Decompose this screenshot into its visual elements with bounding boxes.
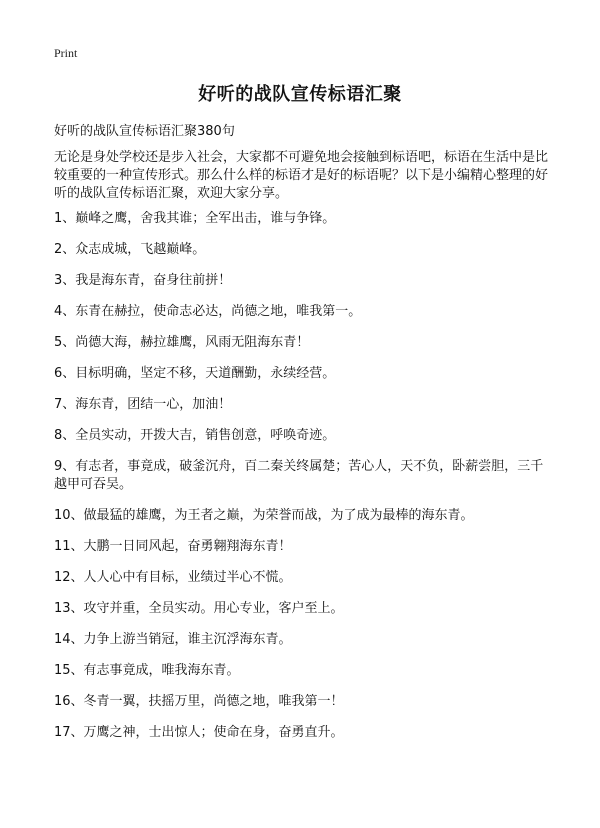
slogan-item: 12、人人心中有目标，业绩过半心不慌。 xyxy=(54,570,292,585)
intro-paragraph: 无论是身处学校还是步入社会，大家都不可避免地会接触到标语吧，标语在生活中是比较重要的一种宣传形式。那么什么样的标语才是好的标语呢？以下是小编精心整理的好听的战队宣传标语汇聚，欢迎大家分享。 xyxy=(54,150,549,201)
slogan-list xyxy=(54,210,554,755)
slogan-item: 3、我是海东青，奋身往前拼！ xyxy=(54,273,232,288)
slogan-item: 2、众志成城，飞越巅峰。 xyxy=(54,242,206,257)
slogan-item: 16、冬青一翼，扶摇万里，尚德之地，唯我第一！ xyxy=(54,694,344,709)
slogan-item: 4、东青在赫拉，使命志必达，尚德之地，唯我第一。 xyxy=(54,304,362,319)
slogan-item: 1、巅峰之鹰，舍我其谁；全军出击，谁与争锋。 xyxy=(54,211,336,226)
slogan-item: 14、力争上游当销冠，谁主沉浮海东青。 xyxy=(54,632,292,647)
slogan-item: 15、有志事竟成，唯我海东青。 xyxy=(54,663,240,678)
page-title: 好听的战队宣传标语汇聚 xyxy=(198,84,402,105)
slogan-item: 6、目标明确，坚定不移，天道酬勤，永续经营。 xyxy=(54,366,336,381)
slogan-item: 17、万鹰之神，士出惊人；使命在身，奋勇直升。 xyxy=(54,725,344,740)
slogan-item: 5、尚德大海，赫拉雄鹰，风雨无阻海东青！ xyxy=(54,335,310,350)
slogan-item: 8、全员实动，开拨大吉，销售创意，呼唤奇迹。 xyxy=(54,428,336,443)
slogan-item: 11、大鹏一日同风起，奋勇翱翔海东青！ xyxy=(54,539,292,554)
slogan-item: 7、海东青，团结一心，加油！ xyxy=(54,397,232,412)
slogan-item: 13、攻守并重，全员实动。用心专业，客户至上。 xyxy=(54,601,344,616)
slogan-item: 9、有志者，事竟成，破釜沉舟，百二秦关终属楚；苦心人，天不负，卧薪尝胆，三千越甲可吞吴。 xyxy=(54,459,544,492)
slogan-item: 10、做最猛的雄鹰，为王者之巅，为荣誉而战，为了成为最棒的海东青。 xyxy=(54,508,474,523)
document-subtitle: 好听的战队宣传标语汇聚380句 xyxy=(54,124,235,139)
print-link[interactable]: Print xyxy=(54,46,78,60)
